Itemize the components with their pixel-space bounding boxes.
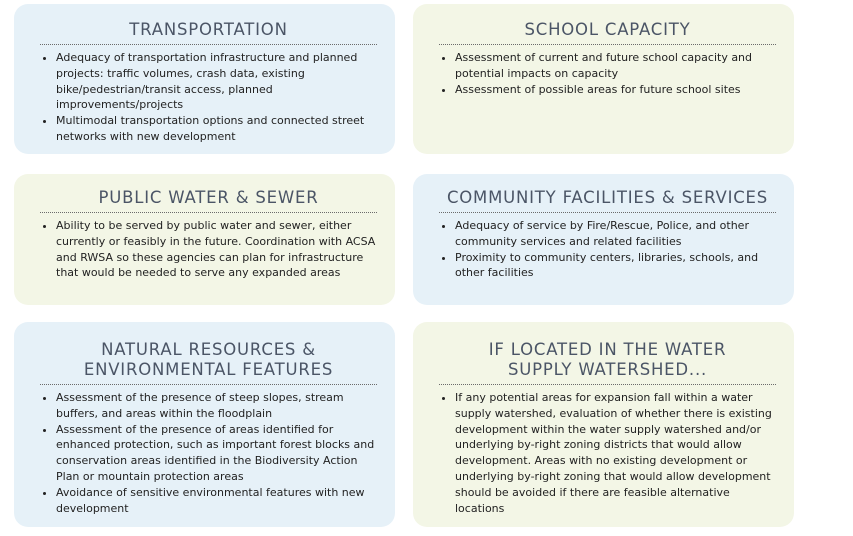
list-item: • Proximity to community centers, libraries, schools, and other facilities <box>455 250 776 282</box>
list-item: • Avoidance of sensitive environmental features with new development <box>56 485 377 517</box>
card-title-line1: NATURAL RESOURCES & <box>101 340 316 359</box>
bullet-list <box>40 218 377 281</box>
list-item: • Assessment of the presence of areas identified for enhanced protection, such as important forest blocks and conservation areas identified in the Biodiversity Action Plan or mountain protection areas <box>56 422 377 485</box>
card-title: SCHOOL CAPACITY <box>524 20 691 39</box>
list-item: • Adequacy of transportation infrastructure and planned projects: traffic volumes, crash data, existing bike/pedestrian/transit access, planned improvements/projects <box>56 50 377 113</box>
card-water-supply-watershed <box>413 322 794 527</box>
bullet-list <box>40 50 377 145</box>
card-title: TRANSPORTATION <box>129 20 288 39</box>
card-title: COMMUNITY FACILITIES & SERVICES <box>446 188 769 207</box>
list-item: • Assessment of possible areas for future school sites <box>455 82 776 98</box>
bullet-list <box>40 390 377 516</box>
card-title: PUBLIC WATER & SEWER <box>98 188 319 207</box>
divider <box>439 44 776 45</box>
divider <box>439 212 776 213</box>
card-transportation <box>14 4 395 154</box>
card-title-line2: SUPPLY WATERSHED... <box>507 360 708 379</box>
list-item: • Assessment of the presence of steep slopes, stream buffers, and areas within the floodplain <box>56 390 377 422</box>
divider <box>439 384 776 385</box>
divider <box>40 212 377 213</box>
list-item: • Assessment of current and future school capacity and potential impacts on capacity <box>455 50 776 82</box>
bullet-list <box>439 50 776 97</box>
bullet-list <box>439 218 776 281</box>
divider <box>40 44 377 45</box>
list-item: • Multimodal transportation options and connected street networks with new development <box>56 113 377 145</box>
list-item: • Ability to be served by public water and sewer, either currently or feasibly in the future. Coordination with ACSA and RWSA so these agencies can plan for infrastructure that would be needed to serve any expanded areas <box>56 218 377 281</box>
bullet-list <box>439 390 776 516</box>
card-community-facilities <box>413 174 794 305</box>
list-item: • Adequacy of service by Fire/Rescue, Police, and other community services and related facilities <box>455 218 776 250</box>
card-title <box>439 334 776 384</box>
list-item: • If any potential areas for expansion fall within a water supply watershed, evaluation of whether there is existing development within the water supply watershed and/or underlying by-right zoning districts that would allow development. Areas with no existing development or underlying by-right zoning that would allow development should be avoided if there are feasible alternative locations <box>455 390 776 516</box>
card-title <box>40 334 377 384</box>
card-title-line2: ENVIRONMENTAL FEATURES <box>83 360 334 379</box>
card-title-line1: IF LOCATED IN THE WATER <box>488 340 727 359</box>
card-school-capacity <box>413 4 794 154</box>
divider <box>40 384 377 385</box>
card-public-water-sewer <box>14 174 395 305</box>
card-natural-resources <box>14 322 395 527</box>
